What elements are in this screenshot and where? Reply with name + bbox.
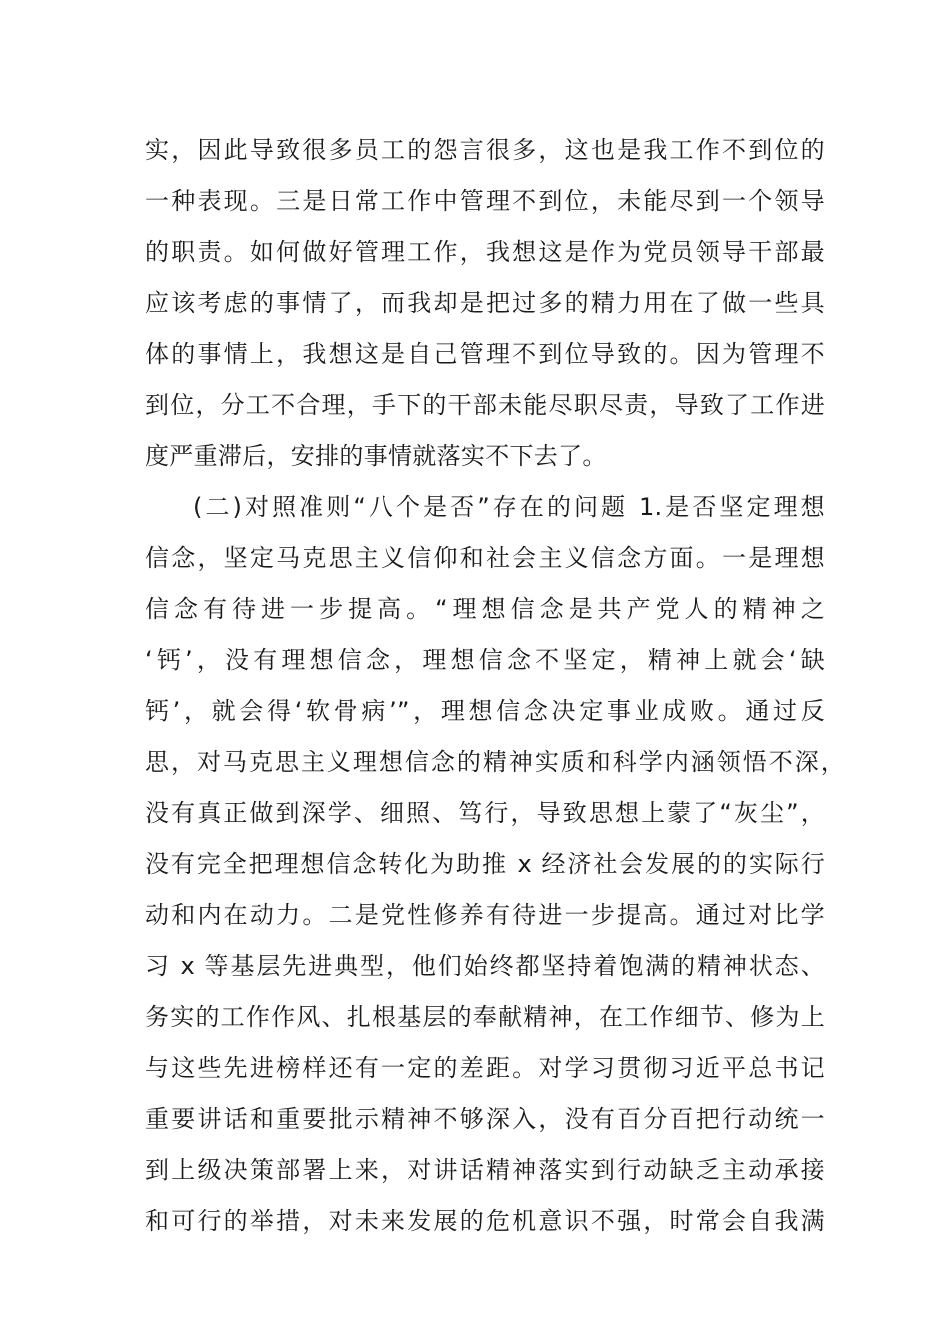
text-line: 没有完全把理想信念转化为助推 x 经济社会发展的的实际行 — [145, 850, 825, 878]
text-line: 钙’，就会得‘软骨病’”，理想信念决定事业成败。通过反 — [145, 697, 825, 725]
text-line: 思，对马克思主义理想信念的精神实质和科学内涵领悟不深， — [145, 748, 845, 776]
text-line: 重要讲话和重要批示精神不够深入，没有百分百把行动统一 — [145, 1105, 825, 1133]
text-line: 信念，坚定马克思主义信仰和社会主义信念方面。一是理想 — [145, 544, 825, 572]
text-line: 到位，分工不合理，手下的干部未能尽职尽责，导致了工作进 — [145, 391, 825, 419]
text-line: 的职责。如何做好管理工作，我想这是作为党员领导干部最 — [145, 238, 825, 266]
text-line: 一种表现。三是日常工作中管理不到位，未能尽到一个领导 — [145, 187, 825, 215]
text-line: 与这些先进榜样还有一定的差距。对学习贯彻习近平总书记 — [145, 1054, 825, 1082]
text-line: 务实的工作作风、扎根基层的奉献精神，在工作细节、修为上 — [145, 1003, 825, 1031]
text-line: 应该考虑的事情了，而我却是把过多的精力用在了做一些具 — [145, 289, 825, 317]
text-line: 实，因此导致很多员工的怨言很多，这也是我工作不到位的 — [145, 136, 825, 164]
text-line: 信念有待进一步提高。“理想信念是共产党人的精神之 — [145, 595, 825, 623]
text-line: 动和内在动力。二是党性修养有待进一步提高。通过对比学 — [145, 901, 825, 929]
text-line: 度严重滞后，安排的事情就落实不下去了。 — [145, 442, 607, 470]
text-line: 体的事情上，我想这是自己管理不到位导致的。因为管理不 — [145, 340, 825, 368]
text-line: ‘钙’，没有理想信念，理想信念不坚定，精神上就会‘缺 — [145, 646, 825, 674]
paragraph-first-line: (二)对照准则“八个是否”存在的问题 1.是否坚定理想 — [193, 493, 825, 521]
text-line: 到上级决策部署上来，对讲话精神落实到行动缺乏主动承接 — [145, 1156, 825, 1184]
text-line: 和可行的举措，对未来发展的危机意识不强，时常会自我满 — [145, 1207, 825, 1235]
text-line: 习 x 等基层先进典型，他们始终都坚持着饱满的精神状态、 — [145, 952, 825, 980]
text-line: 没有真正做到深学、细照、笃行，导致思想上蒙了“灰尘”， — [145, 799, 825, 827]
